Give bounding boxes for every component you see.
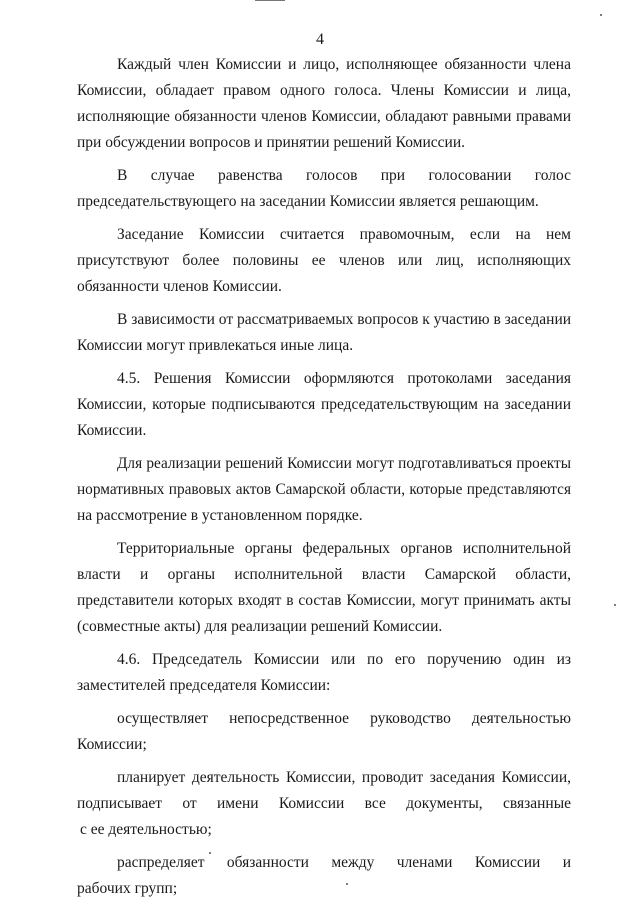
scan-speck	[209, 852, 211, 854]
text-line: власти и органы исполнительной власти Самарской области,	[77, 566, 571, 583]
paragraph	[77, 307, 571, 359]
text-line: на рассмотрение в установленном порядке.	[77, 507, 363, 524]
paragraph	[77, 765, 571, 843]
text-line: исполняющие обязанности членов Комиссии, обладают равными правами	[77, 108, 571, 125]
text-line: Территориальные органы федеральных органов исполнительной	[117, 540, 571, 557]
paragraph	[77, 850, 571, 902]
text-line: Комиссии могут привлекаться иные лица.	[77, 337, 354, 354]
paragraph	[77, 647, 571, 699]
text-line: Заседание Комиссии считается правомочным, если на нем	[117, 226, 571, 243]
text-line: Комиссии.	[77, 422, 147, 439]
text-line: нормативных правовых актов Самарской области, которые представляются	[77, 481, 571, 498]
text-line: подписывает от имени Комиссии все документы, связанные	[77, 795, 571, 812]
text-line: рабочих групп;	[77, 880, 178, 897]
paragraph	[77, 451, 571, 529]
text-line: осуществляет непосредственное руководство деятельностью	[117, 710, 571, 727]
scan-speck	[614, 604, 616, 606]
scan-speck	[346, 883, 348, 885]
text-line: В зависимости от рассматриваемых вопросов к участию в заседании	[117, 311, 572, 328]
paragraph	[77, 222, 571, 300]
text-line: при обсуждении вопросов и принятии решений Комиссии.	[77, 134, 465, 151]
text-line: Для реализации решений Комиссии могут подготавливаться проекты	[117, 455, 571, 472]
scan-top-line	[255, 0, 285, 1]
text-line: присутствуют более половины ее членов или лиц, исполняющих	[77, 252, 571, 269]
text-line: распределяет обязанности между членами Комиссии и	[117, 854, 571, 871]
paragraph	[77, 163, 571, 215]
paragraph	[77, 706, 571, 758]
text-line: планирует деятельность Комиссии, проводит заседания Комиссии,	[117, 769, 571, 786]
paragraph	[77, 366, 571, 444]
text-line: В случае равенства голосов при голосовании голос	[117, 167, 571, 184]
text-line: Комиссии, обладает правом одного голоса. Члены Комиссии и лица,	[77, 82, 571, 99]
text-line: председательствующего на заседании Комиссии является решающим.	[77, 193, 539, 210]
text-line: Комиссии;	[77, 736, 147, 753]
text-line: Каждый член Комиссии и лицо, исполняющее обязанности члена	[117, 56, 571, 73]
text-line: обязанности членов Комиссии.	[77, 278, 282, 295]
page-number: 4	[316, 31, 324, 48]
text-line: заместителей председателя Комиссии:	[77, 677, 331, 694]
text-line: (совместные акты) для реализации решений Комиссии.	[77, 618, 443, 635]
text-line: представители которых входят в состав Комиссии, могут принимать акты	[77, 592, 571, 609]
text-line: Комиссии, которые подписываются председательствующим на заседании	[77, 396, 571, 413]
text-line: 4.6. Председатель Комиссии или по его поручению один из	[117, 651, 571, 668]
scan-speck	[600, 14, 602, 16]
text-line: с ее деятельностью;	[80, 821, 212, 838]
paragraph	[77, 52, 571, 156]
text-line: 4.5. Решения Комиссии оформляются протоколами заседания	[117, 370, 571, 387]
document-body	[77, 52, 571, 909]
paragraph	[77, 536, 571, 640]
